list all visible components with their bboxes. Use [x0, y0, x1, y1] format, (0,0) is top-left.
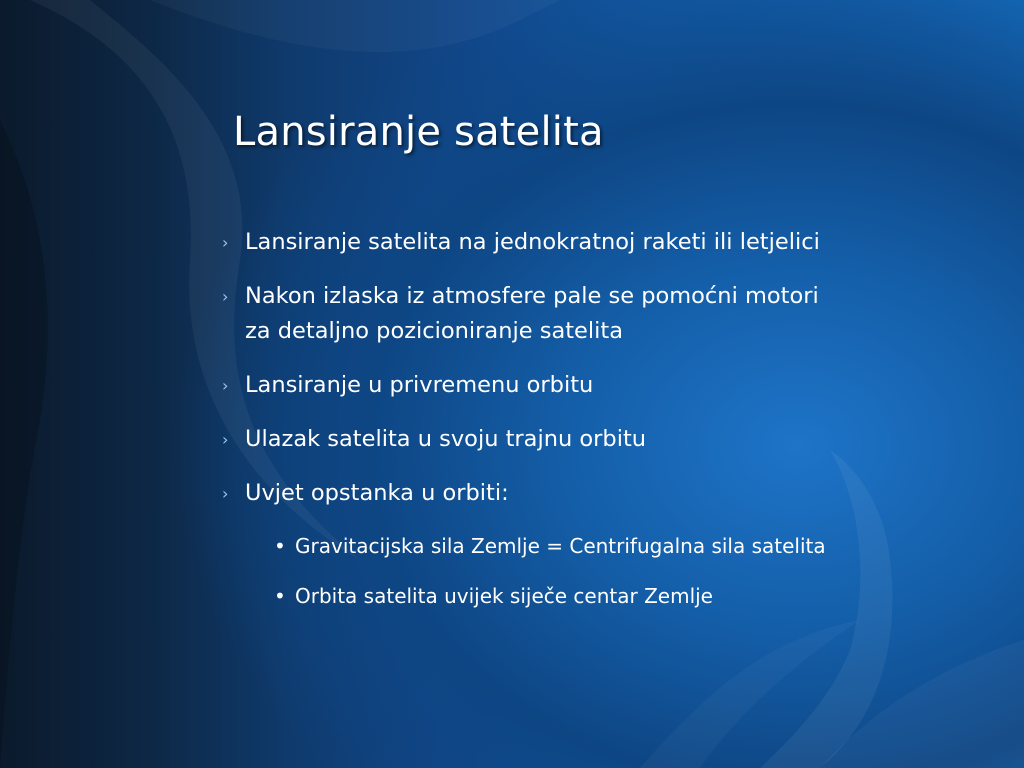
chevron-right-icon: ›: [222, 430, 229, 449]
sub-bullet-text: Gravitacijska sila Zemlje = Centrifugalna sila satelita: [295, 534, 826, 558]
sub-bullet-text: Orbita satelita uvijek siječe centar Zemlje: [295, 584, 713, 608]
bullet-text: Ulazak satelita u svoju trajnu orbitu: [245, 426, 647, 452]
bullet-item: [220, 422, 830, 457]
bullet-text: Lansiranje u privremenu orbitu: [245, 372, 594, 398]
chevron-right-icon: ›: [222, 376, 229, 395]
slide-title: Lansiranje satelita: [233, 109, 604, 155]
chevron-right-icon: ›: [222, 233, 229, 252]
chevron-right-icon: ›: [222, 287, 229, 306]
sub-bullet-item: [270, 530, 830, 562]
bullet-text: Lansiranje satelita na jednokratnoj raketi ili letjelici: [245, 229, 820, 255]
sub-bullet-item: [270, 580, 830, 612]
bullet-item: [220, 279, 830, 349]
bullet-dot-icon: •: [274, 534, 286, 558]
bullet-dot-icon: •: [274, 584, 286, 608]
bullet-text: Nakon izlaska iz atmosfere pale se pomoćni motori za detaljno pozicioniranje satelita: [245, 283, 819, 344]
bullet-text: Uvjet opstanka u orbiti:: [245, 480, 509, 506]
chevron-right-icon: ›: [222, 484, 229, 503]
bullet-item: [220, 225, 830, 260]
bullet-item: [220, 476, 830, 511]
bullet-list: [220, 225, 830, 630]
bullet-item: [220, 368, 830, 403]
